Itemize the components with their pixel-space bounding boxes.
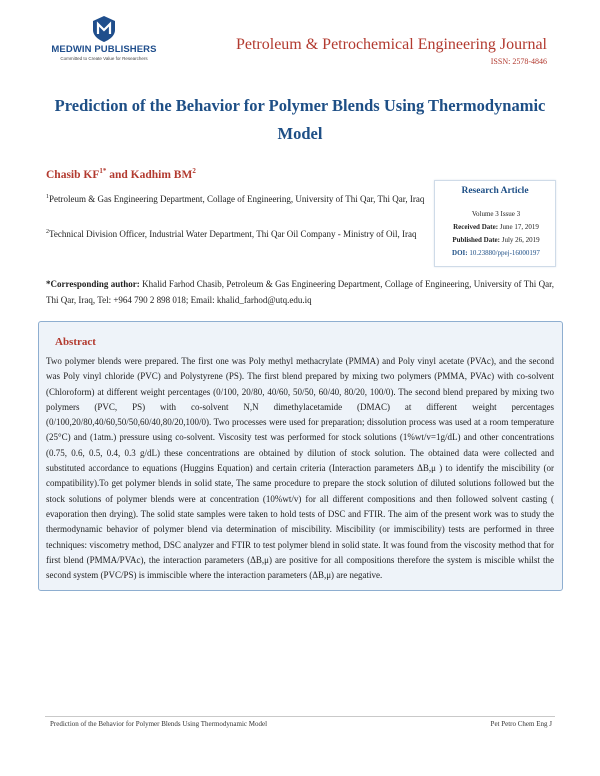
corresponding-text: Khalid Farhod Chasib, Petroleum & Gas Engineering Department, Collage of Engineering, University of Thi Qar, Thi Qar, Iraq, Tel: +964 790 2 898 018; Email: khalid_farhod@utq.edu.iq	[46, 279, 554, 305]
abstract-heading: Abstract	[55, 336, 96, 348]
published-label: Published Date:	[452, 236, 500, 244]
article-type: Research Article	[461, 186, 529, 196]
shield-logo-icon	[93, 16, 115, 42]
affiliation-2: $^2$Technical Division Officer, Industrial Water Department, Thi Qar Oil Company - Ministry of Oil, Iraq	[46, 229, 417, 239]
footer-divider	[45, 716, 555, 717]
abstract-text: Two polymer blends were prepared. The first one was Poly methyl methacrylate (PMMA) and Poly vinyl acetate (PVAc), and the second was Poly vinyl chloride (PVC) and Polystyrene (PS). The first blend prepared by mixing two polymers (PMMA, PVAc) with co-solvent (Chloroform) at different weight percentages (0/100, 20/80, 40/60, 50/50, 60/40, 80/20, 100/0). The second blend prepared by mixing two polymers (PVC, PS) with co-solvent N,N dimethylacetamide (DMAC) at different weight percentages (0/100,20/80,40/60,50/50,60/40,80/20,100/0). Two processes were used for preparation; dissolution process was used at a room temperature (25°C) and (1atm.) pressure using co-solvent. Viscosity test was performed for stock solutions (1%wt/v=1g/dL) and other concentrations (0.75, 0.6, 0.5, 0.4, 0.3 g/dL) these concentrations are obtained by dilution of stock solution. The obtained data were collected and substituted accordance to equations (Huggins Equation) and certain criteria (Interaction parameters ΔB,μ ) to identify the miscibility (or compatibility).To get polymer blends in solid state, The same procedure to prepare the stock solution of diluted solutions followed but the stock solutions of polymer blends were at concentration (10%wt/v) for all different compositions and then followed solvent casting ( evaporation then drying). The solid state samples were taken to hold tests of DSC and FTIR. The aim of the present work was to study the thermodynamic behavior of polymer blend via determination of miscibility. Miscibility (or immiscibility) tests are performed in three techniques: viscometry method, DSC analyzer and FTIR to test polymer blend in solid state. It was found from the viscosity method that for first blend (PMMA/PVAc), the interaction parameters (ΔB,μ) are positive for all compositions therefore the system is miscible whilst the second system (PVC/PS) is immiscible where the interaction parameters (ΔB,μ) are negative.	[46, 356, 554, 581]
publisher-tagline: Committed to Create Value for Researchers	[60, 56, 148, 61]
doi-link[interactable]: 10.23880/ppej-16000197	[469, 249, 540, 257]
received-label: Received Date:	[453, 223, 499, 231]
article-info-box	[434, 180, 556, 267]
doi	[437, 249, 555, 257]
volume-issue: Volume 3 Issue 3	[471, 210, 521, 218]
received-value: June 17, 2019	[499, 223, 539, 231]
received-date	[437, 223, 555, 231]
journal-title: Petroleum & Petrochemical Engineering Journal	[235, 36, 547, 53]
publisher-logo	[44, 16, 164, 66]
doi-label: DOI:	[452, 249, 468, 257]
affiliation-1: $^1$Petroleum & Gas Engineering Department, Collage of Engineering, University of Thi Qar, Thi Qar, Iraq	[46, 194, 425, 204]
paper-title: Prediction of the Behavior for Polymer Blends Using Thermodynamic Model	[54, 96, 546, 143]
published-value: July 26, 2019	[501, 236, 540, 244]
corresponding-label: *Corresponding author:	[46, 279, 140, 289]
published-date	[437, 236, 555, 244]
footer-journal: Pet Petro Chem Eng J	[490, 720, 552, 728]
authors: Chasib $KF^{1*}$ and Kadhim $BM^2$	[46, 167, 196, 181]
corresponding-author	[46, 276, 554, 308]
issn: ISSN: 2578-4846	[490, 57, 547, 66]
footer-title: Prediction of the Behavior for Polymer Blends Using Thermodynamic Model	[50, 720, 268, 728]
publisher-name: MEDWIN PUBLISHERS	[51, 44, 157, 55]
